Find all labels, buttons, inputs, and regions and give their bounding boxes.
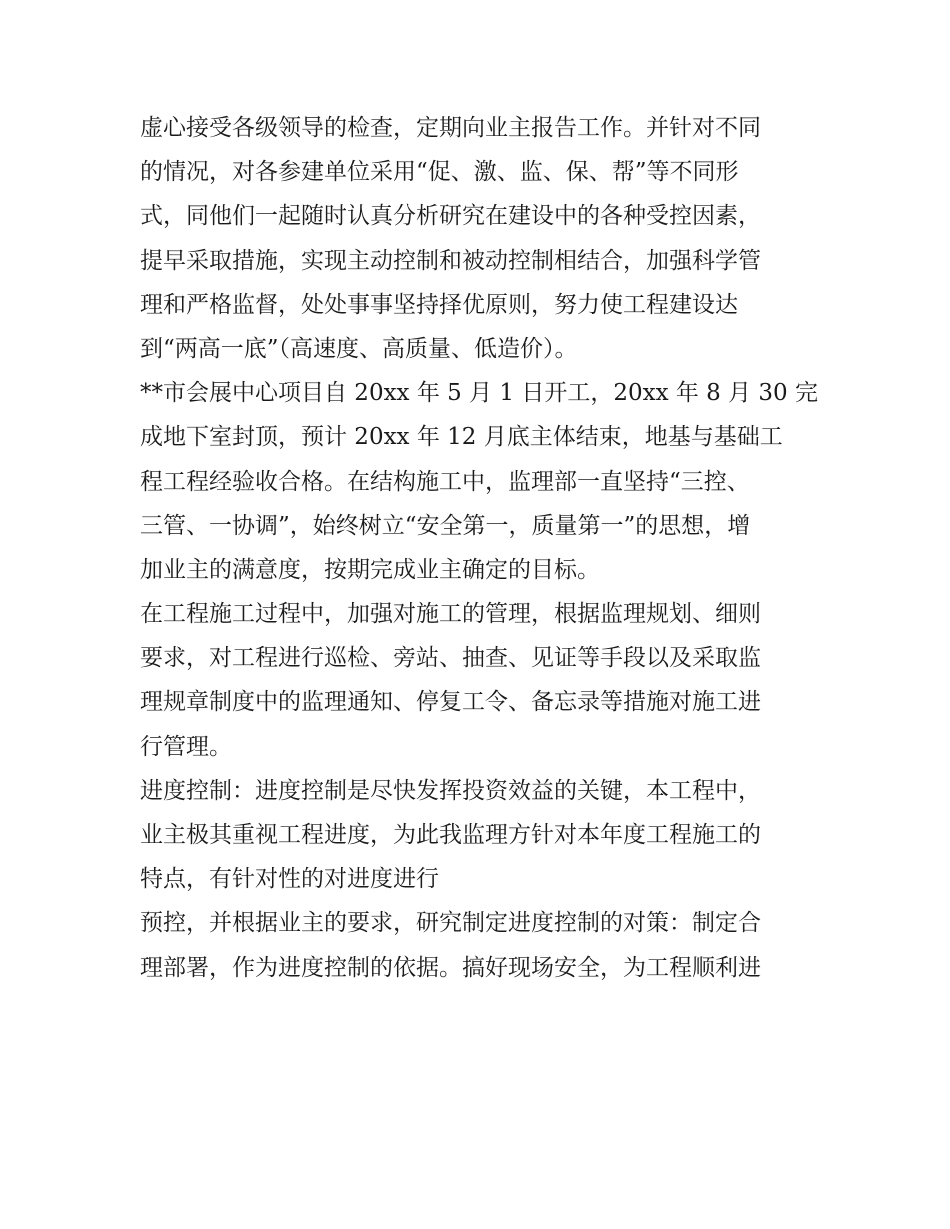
text-line: 要求，对工程进行巡检、旁站、抽查、见证等手段以及采取监 bbox=[140, 645, 761, 672]
text-line: 到“两高一底”（高速度、高质量、低造价）。 bbox=[140, 335, 578, 362]
text-line: 特点，有针对性的对进度进行 bbox=[140, 866, 439, 893]
text-line: 理和严格监督，处处事事坚持择优原则，努力使工程建设达 bbox=[140, 291, 738, 318]
text-line: 进度控制：进度控制是尽快发挥投资效益的关键，本工程中， bbox=[140, 777, 761, 804]
text-line: 理规章制度中的监理通知、停复工令、备忘录等措施对施工进 bbox=[140, 689, 761, 716]
text-line: 程工程经验收合格。在结构施工中，监理部一直坚持“三控、 bbox=[140, 468, 750, 495]
text-line: 成地下室封顶，预计 20xx 年 12 月底主体结束，地基与基础工 bbox=[140, 424, 783, 451]
body-text bbox=[140, 106, 830, 990]
text-line: 提早采取措施，实现主动控制和被动控制相结合，加强科学管 bbox=[140, 247, 761, 274]
text-line: **市会展中心项目自 20xx 年 5 月 1 日开工，20xx 年 8 月 30 完 bbox=[140, 380, 819, 407]
text-line: 业主极其重视工程进度，为此我监理方针对本年度工程施工的 bbox=[140, 822, 761, 848]
text-line: 三管、一协调”，始终树立“安全第一，质量第一”的思想，增 bbox=[140, 512, 751, 539]
text-line: 在工程施工过程中，加强对施工的管理，根据监理规划、细则 bbox=[140, 601, 761, 628]
text-line: 虚心接受各级领导的检查，定期向业主报告工作。并针对不同 bbox=[140, 115, 761, 141]
text-line: 加业主的满意度，按期完成业主确定的目标。 bbox=[140, 556, 600, 583]
text-line: 行管理。 bbox=[140, 733, 232, 760]
text-line: 预控，并根据业主的要求，研究制定进度控制的对策：制定合 bbox=[140, 910, 761, 937]
text-line: 式，同他们一起随时认真分析研究在建设中的各种受控因素， bbox=[140, 203, 761, 230]
text-line: 的情况，对各参建单位采用“促、激、监、保、帮”等不同形 bbox=[140, 159, 739, 186]
text-line: 理部署，作为进度控制的依据。搞好现场安全，为工程顺利进 bbox=[140, 954, 761, 981]
